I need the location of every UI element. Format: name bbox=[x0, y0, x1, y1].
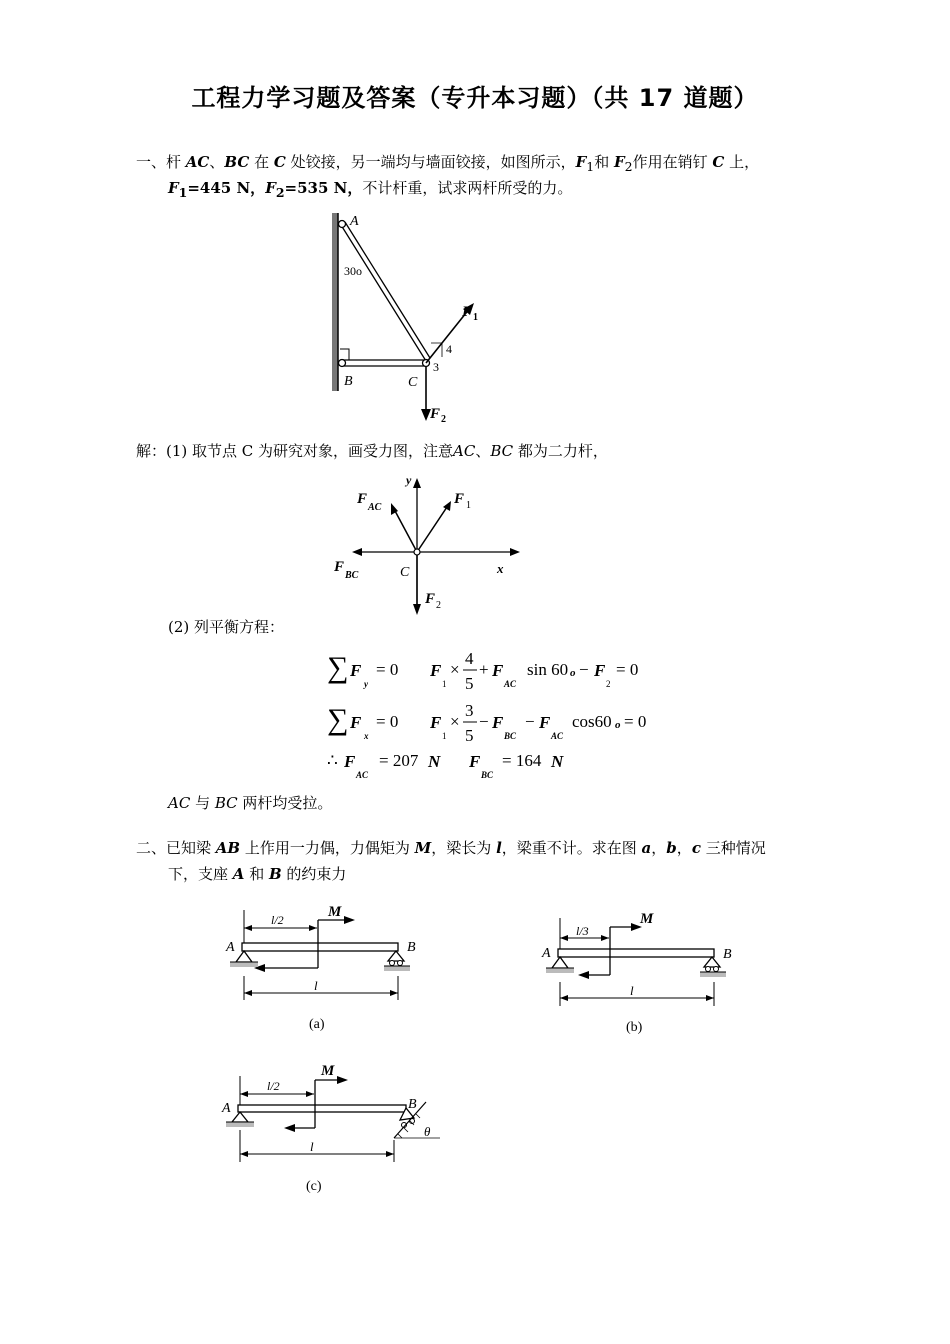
svg-text:o: o bbox=[570, 667, 576, 679]
svg-text:AC: AC bbox=[551, 731, 564, 741]
equilibrium-equations bbox=[322, 640, 662, 785]
joint-b bbox=[339, 360, 346, 367]
roller-support-b bbox=[388, 951, 404, 961]
svg-text:5: 5 bbox=[465, 726, 474, 745]
svg-text:BC: BC bbox=[481, 770, 494, 780]
svg-text:F: F bbox=[350, 661, 362, 680]
conclusion: AC 与 BC 两杆均受拉。 bbox=[168, 794, 333, 812]
svg-text:l/3: l/3 bbox=[576, 924, 589, 938]
svg-text:1: 1 bbox=[466, 500, 471, 511]
label-c: C bbox=[408, 375, 418, 390]
svg-text:AC: AC bbox=[504, 679, 517, 689]
svg-text:= 0: = 0 bbox=[616, 660, 639, 679]
svg-text:x: x bbox=[497, 561, 504, 576]
svg-text:+: + bbox=[479, 660, 489, 679]
label-f1: F bbox=[454, 491, 465, 507]
svg-text:A: A bbox=[542, 946, 551, 961]
pin-support-a bbox=[236, 951, 252, 962]
beam-ab bbox=[238, 1105, 406, 1112]
svg-text:3: 3 bbox=[465, 701, 474, 720]
moment-label-b: M bbox=[640, 911, 654, 927]
svg-text:l: l bbox=[314, 978, 318, 993]
svg-text:×: × bbox=[450, 712, 460, 731]
svg-text:= 0: = 0 bbox=[624, 712, 647, 731]
svg-text:×: × bbox=[450, 660, 460, 679]
svg-text:−: − bbox=[479, 712, 489, 731]
label-b: B bbox=[344, 374, 353, 389]
svg-text:F: F bbox=[469, 752, 481, 771]
svg-text:o: o bbox=[615, 719, 621, 731]
svg-text:−: − bbox=[525, 712, 535, 731]
moment-label-a: M bbox=[328, 904, 342, 920]
figure-truss bbox=[320, 205, 500, 430]
pin-support-a bbox=[232, 1112, 248, 1122]
svg-text:∴: ∴ bbox=[327, 751, 338, 770]
question-1: 一、杆 AC、BC 在 C 处铰接，另一端均与墙面铰接，如图所示，$F_1$和 $F_2$作用在销钉 C 上， bbox=[136, 153, 760, 174]
svg-text:sin 60: sin 60 bbox=[527, 660, 569, 679]
caption-b: (b) bbox=[626, 1020, 643, 1035]
svg-text:y: y bbox=[364, 679, 368, 689]
beam-ab bbox=[242, 943, 398, 951]
solution-step-2: (2) 列平衡方程： bbox=[168, 618, 285, 636]
page-title: 工程力学习题及答案（专升本习题）（共 17 道题） bbox=[191, 84, 759, 112]
svg-text:l/2: l/2 bbox=[271, 913, 284, 927]
svg-text:2: 2 bbox=[441, 414, 446, 425]
svg-text:2: 2 bbox=[436, 600, 441, 611]
svg-text:AC: AC bbox=[368, 502, 382, 513]
svg-text:F: F bbox=[594, 661, 606, 680]
svg-text:A: A bbox=[226, 940, 235, 955]
svg-text:1: 1 bbox=[442, 679, 447, 689]
svg-text:A: A bbox=[222, 1101, 231, 1116]
sigma-x: ∑ bbox=[327, 703, 349, 736]
angle-label: 30o bbox=[344, 264, 362, 278]
question-2: 二、已知梁 AB 上作用一力偶，力偶矩为 M，梁长为 l，梁重不计。求在图 a，b，c 三种情况 bbox=[136, 839, 766, 857]
svg-text:x: x bbox=[364, 731, 369, 741]
theta-label: θ bbox=[424, 1124, 431, 1139]
label-fac: F bbox=[357, 491, 368, 507]
slope-3: 3 bbox=[433, 360, 439, 374]
label-f1: F bbox=[462, 304, 473, 320]
svg-text:2: 2 bbox=[606, 679, 611, 689]
svg-text:= 0: = 0 bbox=[376, 712, 399, 731]
label-f2: F bbox=[430, 406, 441, 422]
svg-text:F: F bbox=[492, 713, 504, 732]
svg-text:= 164: = 164 bbox=[502, 751, 542, 770]
svg-text:B: B bbox=[723, 947, 732, 962]
pin-support-a bbox=[552, 957, 568, 968]
svg-text:−: − bbox=[579, 660, 589, 679]
beam-diagram-a bbox=[222, 898, 422, 1038]
svg-text:cos60: cos60 bbox=[572, 712, 612, 731]
svg-text:AC: AC bbox=[356, 770, 369, 780]
svg-text:F: F bbox=[350, 713, 362, 732]
force-fac-arrow bbox=[394, 509, 417, 552]
beam-ab bbox=[558, 949, 714, 957]
svg-text:F: F bbox=[539, 713, 551, 732]
svg-text:y: y bbox=[406, 473, 412, 487]
roller-support-b bbox=[704, 957, 720, 967]
svg-text:C: C bbox=[400, 565, 410, 580]
svg-text:F: F bbox=[430, 661, 442, 680]
moment-label-c: M bbox=[321, 1063, 335, 1079]
caption-a: (a) bbox=[309, 1017, 325, 1032]
svg-text:4: 4 bbox=[465, 649, 474, 668]
svg-text:l: l bbox=[310, 1139, 314, 1154]
force-f1-arrow bbox=[417, 507, 447, 552]
beam-diagram-b bbox=[538, 902, 738, 1042]
caption-c: (c) bbox=[306, 1179, 322, 1194]
question-1-line-2: $F_1=445$ N，$F_2=535$ N，不计杆重，试求两杆所受的力。 bbox=[168, 179, 573, 200]
svg-text:B: B bbox=[408, 1097, 417, 1112]
svg-text:= 207: = 207 bbox=[379, 751, 419, 770]
svg-text:= 0: = 0 bbox=[376, 660, 399, 679]
svg-text:F: F bbox=[430, 713, 442, 732]
label-a: A bbox=[350, 214, 359, 229]
label-f2: F bbox=[425, 591, 436, 607]
svg-text:5: 5 bbox=[465, 674, 474, 693]
svg-text:BC: BC bbox=[504, 731, 517, 741]
label-fbc: F bbox=[334, 559, 345, 575]
svg-text:N: N bbox=[551, 752, 564, 771]
free-body-diagram bbox=[330, 470, 530, 620]
svg-text:1: 1 bbox=[442, 731, 447, 741]
node-c bbox=[414, 549, 420, 555]
svg-text:N: N bbox=[428, 752, 441, 771]
svg-text:1: 1 bbox=[473, 312, 478, 323]
question-2-line-2: 下，支座 A 和 B 的约束力 bbox=[168, 865, 347, 883]
svg-text:l/2: l/2 bbox=[267, 1079, 280, 1093]
svg-text:BC: BC bbox=[345, 570, 359, 581]
svg-text:l: l bbox=[630, 983, 634, 998]
sigma-y: ∑ bbox=[327, 651, 349, 684]
solution-step-1: 解：(1) 取节点 C 为研究对象，画受力图，注意AC、BC 都为二力杆， bbox=[136, 442, 608, 460]
svg-text:F: F bbox=[492, 661, 504, 680]
wall bbox=[332, 213, 338, 391]
beam-diagram-c bbox=[218, 1060, 448, 1200]
svg-text:F: F bbox=[344, 752, 356, 771]
joint-a bbox=[339, 221, 346, 228]
svg-text:B: B bbox=[407, 940, 416, 955]
slope-4: 4 bbox=[446, 342, 452, 356]
bar-ac bbox=[341, 225, 426, 361]
